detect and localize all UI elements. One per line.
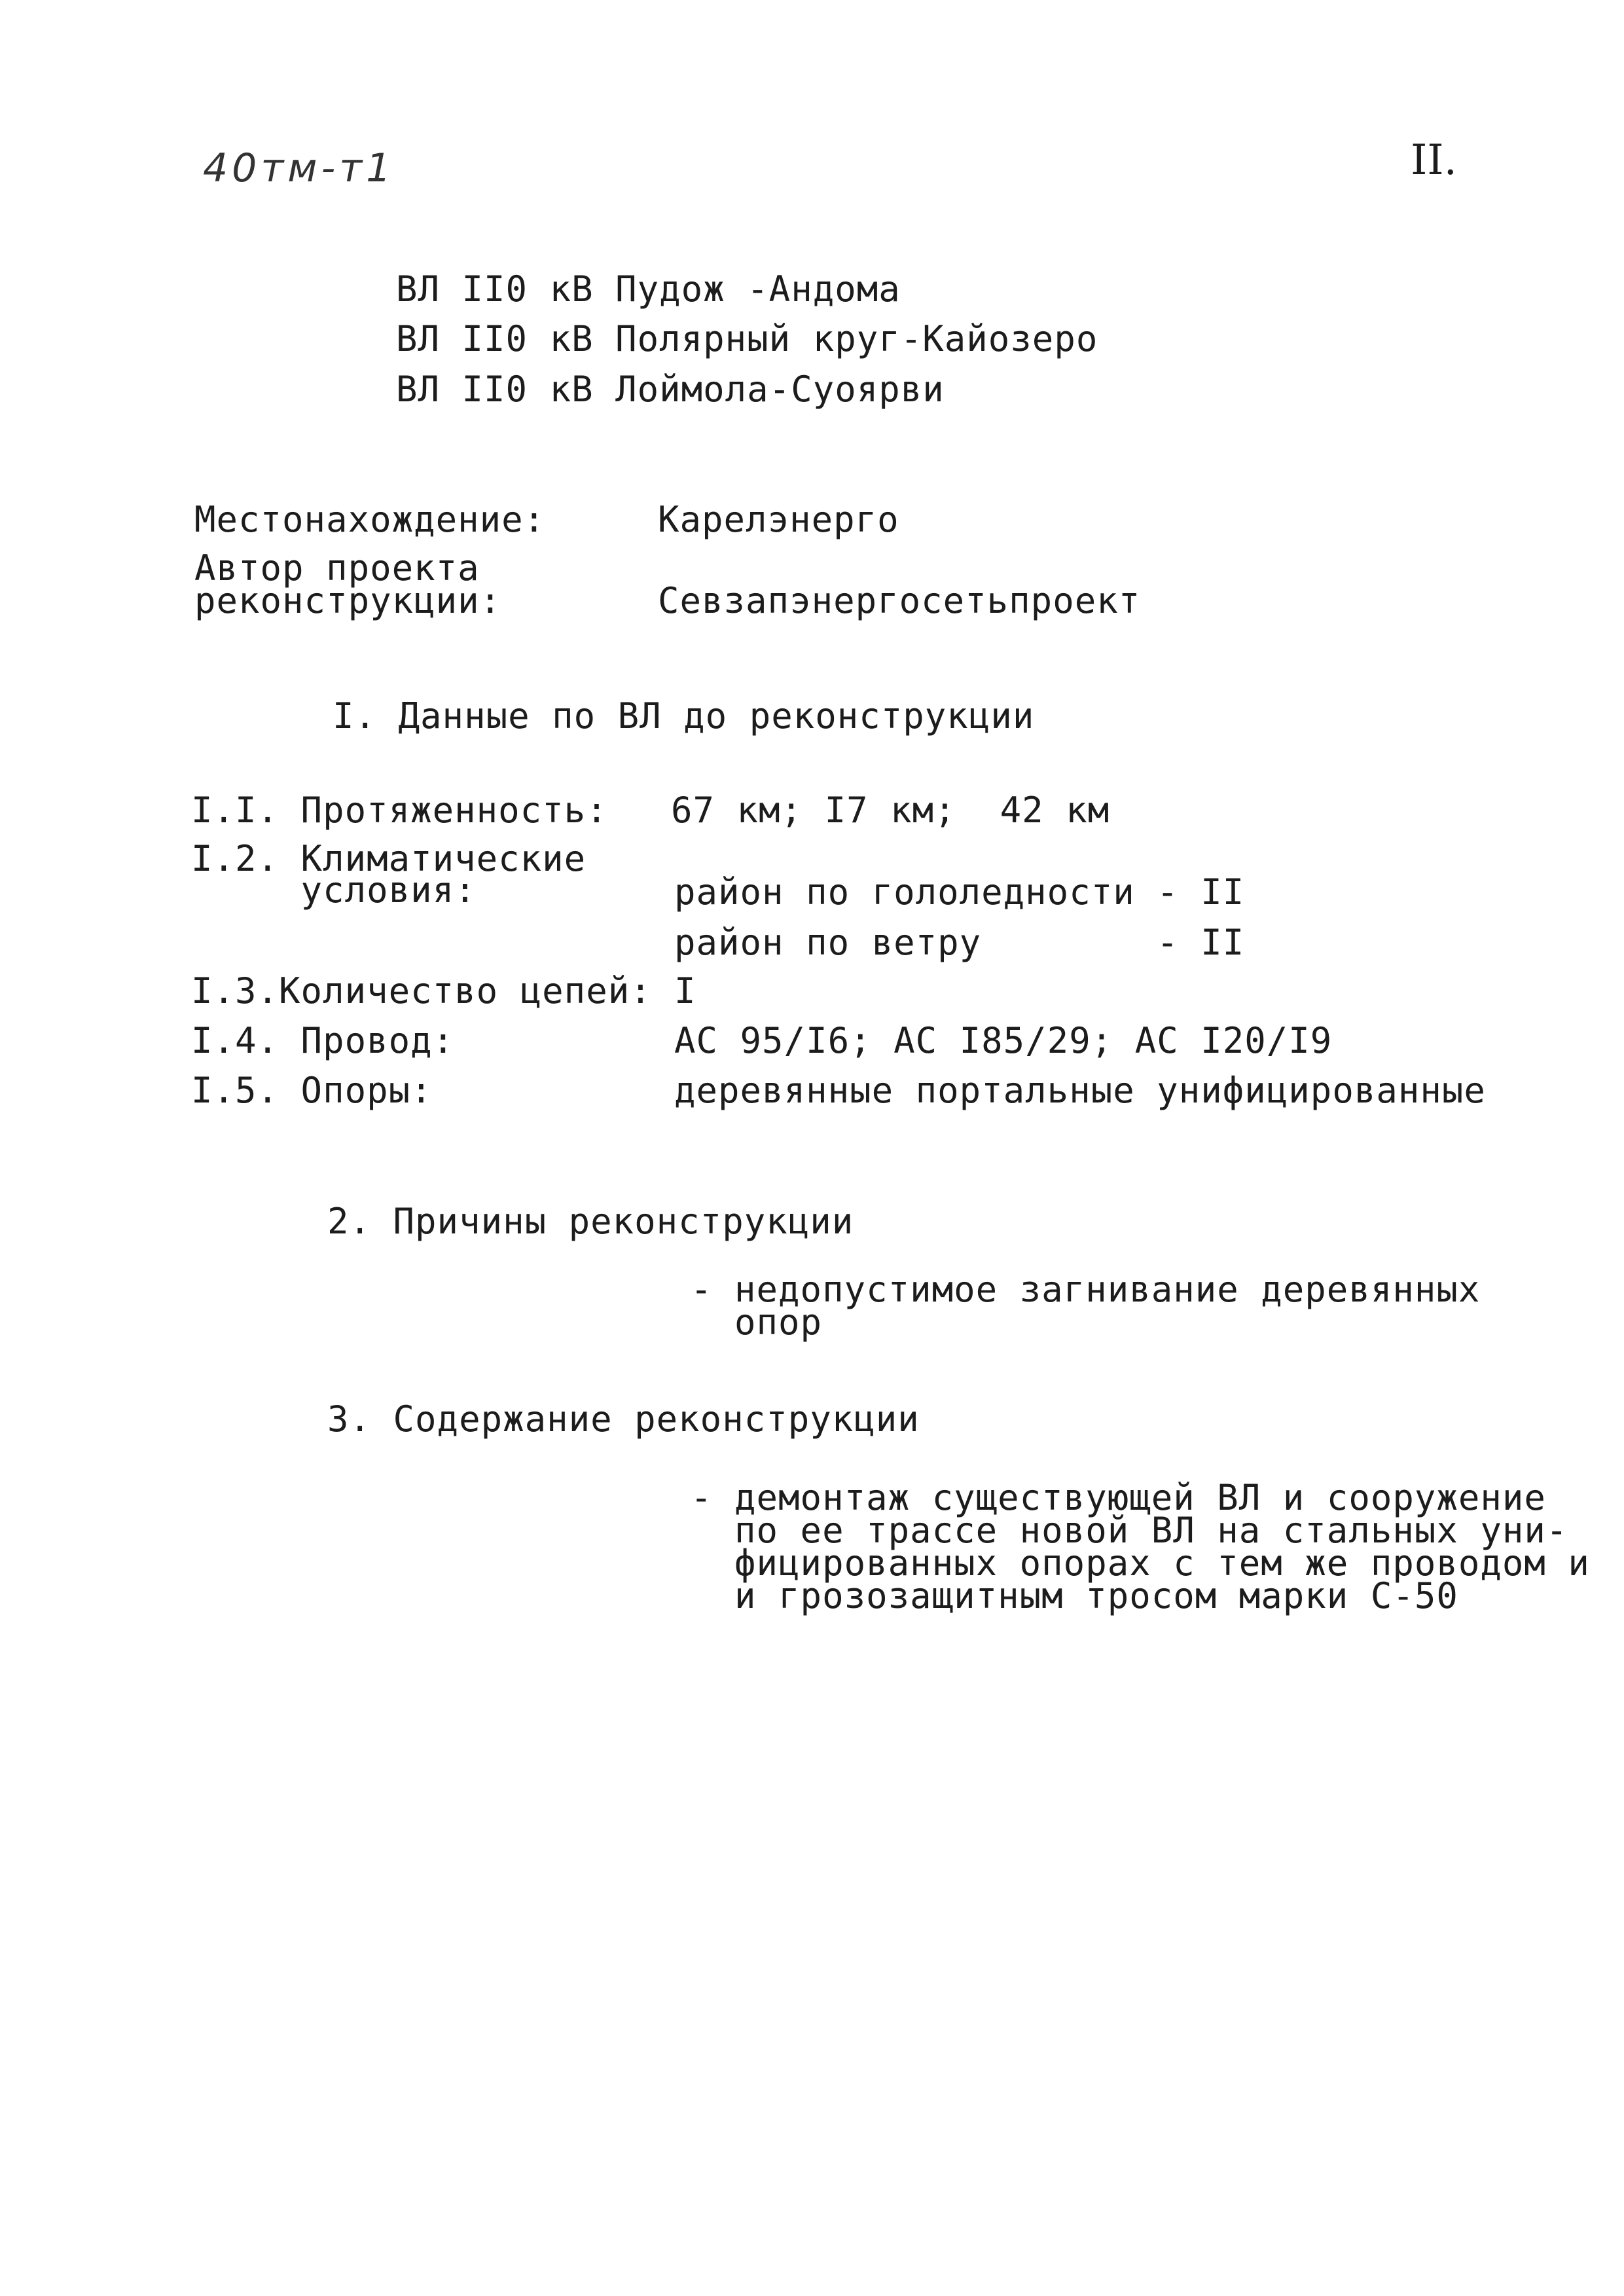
- section3-title: 3. Содержание реконструкции: [327, 1398, 920, 1440]
- page-number: II.: [1411, 136, 1457, 185]
- power-line-3: ВЛ II0 кВ Лоймола-Суоярви: [396, 369, 945, 410]
- section3-text-line1: - демонтаж существующей ВЛ и сооружение: [691, 1477, 1546, 1518]
- location-value: Карелэнерго: [658, 499, 899, 540]
- section3-text-line4: и грозозащитным тросом марки С-50: [691, 1575, 1458, 1616]
- section3-text-line2: по ее трассе новой ВЛ на стальных уни-: [691, 1510, 1568, 1551]
- item-1-2-value-line1: район по гололедности - II: [674, 871, 1245, 913]
- power-line-1: ВЛ II0 кВ Пудож -Андома: [396, 268, 901, 310]
- location-label: Местонахождение:: [194, 499, 546, 540]
- item-1-4-value: АС 95/I6; АС I85/29; АС I20/I9: [674, 1020, 1333, 1061]
- handwritten-document-code: 40тм-т1: [203, 145, 395, 191]
- item-1-3-label: I.3.Количество цепей:: [191, 970, 652, 1011]
- item-1-3-value: I: [674, 970, 696, 1011]
- item-1-5-label: I.5. Опоры:: [191, 1070, 433, 1111]
- section2-text-line2: опор: [691, 1302, 823, 1343]
- author-value: Севзапэнергосетьпроект: [658, 580, 1141, 621]
- item-1-5-value: деревянные портальные унифицированные: [674, 1070, 1486, 1111]
- item-1-2-label-line1: I.2. Климатические: [191, 838, 586, 879]
- author-label-line1: Автор проекта: [194, 547, 480, 589]
- section1-title: I. Данные по ВЛ до реконструкции: [333, 695, 1035, 737]
- item-1-2-value-line2: район по ветру - II: [674, 922, 1245, 963]
- section3-text-line3: фицированных опорах с тем же проводом и: [691, 1542, 1590, 1584]
- item-1-1-value: 67 км; I7 км; 42 км: [671, 790, 1110, 831]
- section2-text-line1: - недопустимое загнивание деревянных: [691, 1269, 1481, 1310]
- item-1-2-label-line2: условия:: [191, 869, 477, 911]
- item-1-4-label: I.4. Провод:: [191, 1020, 455, 1061]
- section2-title: 2. Причины реконструкции: [327, 1201, 854, 1242]
- author-label-line2: реконструкции:: [194, 580, 502, 621]
- power-line-2: ВЛ II0 кВ Полярный круг-Кайозеро: [396, 318, 1098, 359]
- item-1-1-label: I.I. Протяженность:: [191, 790, 608, 831]
